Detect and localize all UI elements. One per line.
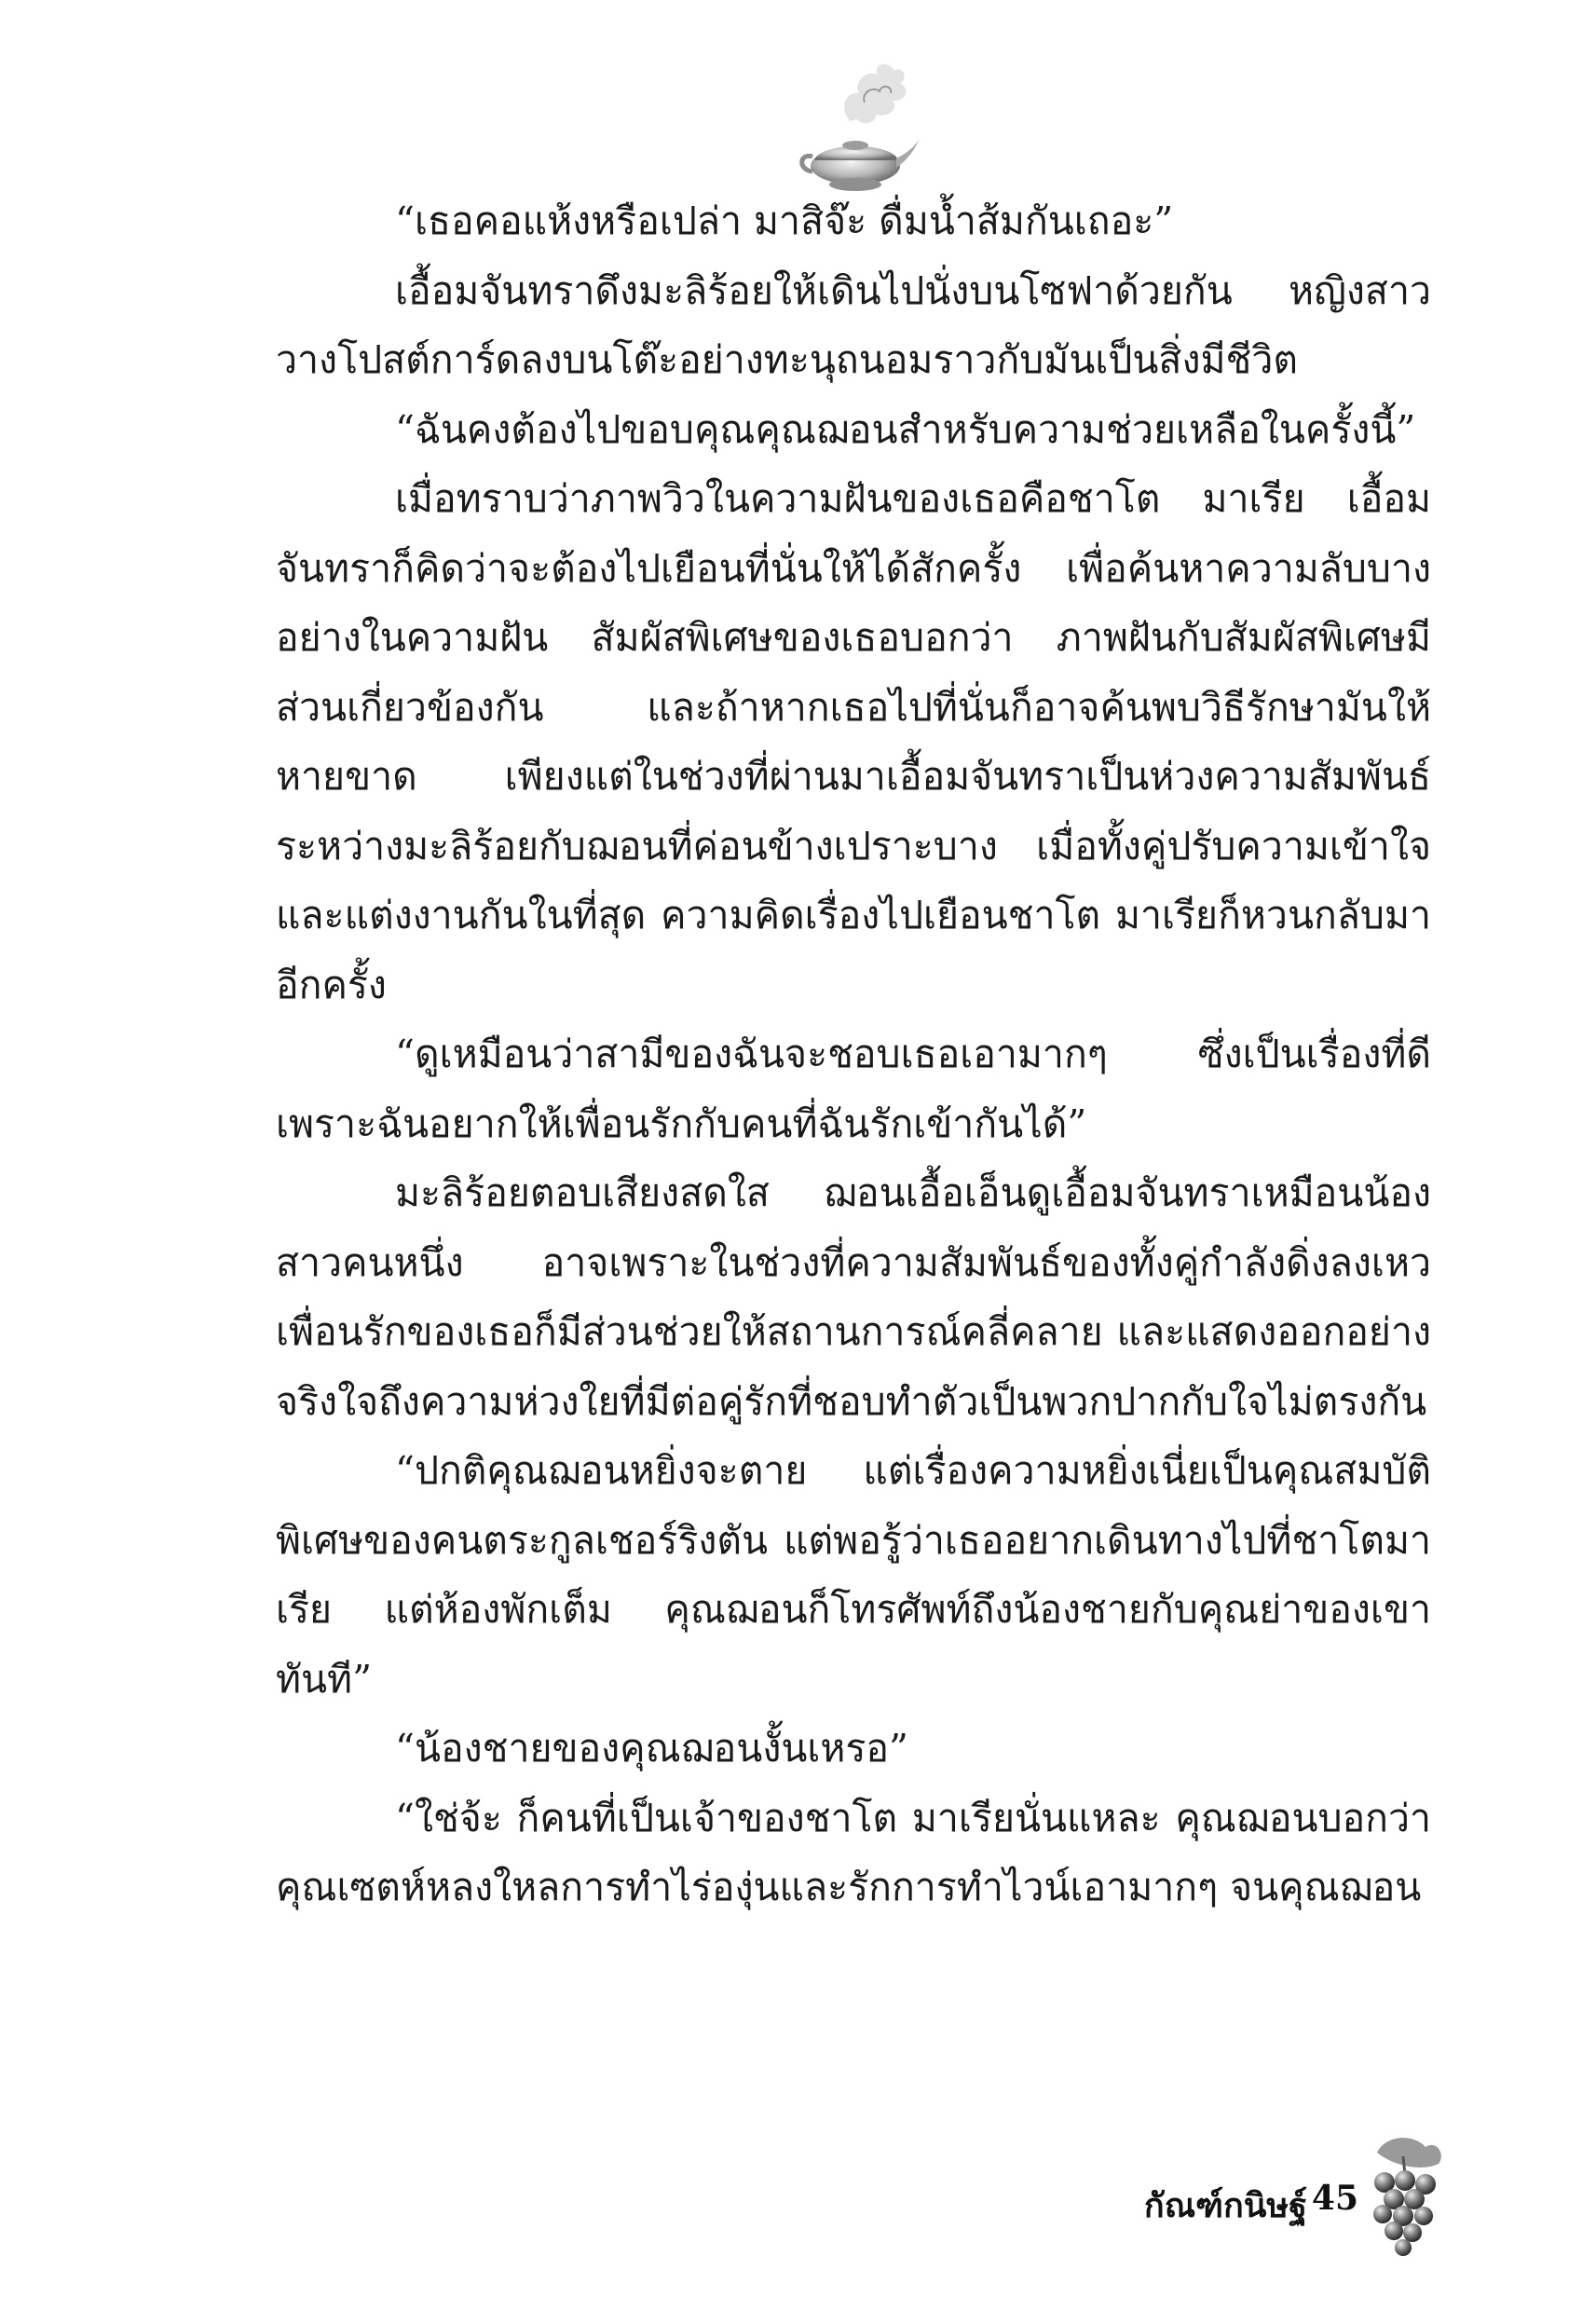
paragraph: “ใช่จ้ะ ก็คนที่เป็นเจ้าของชาโต มาเรียนั่นแหละ คุณฌอนบอกว่าคุณเซตห์หลงใหลการทำไร่องุ่นและรักการทำไวน์เอามากๆ จนคุณฌอน	[276, 1795, 1431, 1909]
page-number: 45	[1311, 2179, 1358, 2218]
grapes-icon	[1358, 2134, 1447, 2264]
page-footer	[962, 2134, 1447, 2264]
genie-lamp-icon	[792, 56, 922, 196]
paragraph: “ปกติคุณฌอนหยิ่งจะตาย แต่เรื่องความหยิ่งเนี่ยเป็นคุณสมบัติพิเศษของคนตระกูลเชอร์ริงตัน แต่พอรู้ว่าเธออยากเดินทางไปที่ชาโตมาเรีย แต่ห้องพักเต็ม คุณฌอนก็โทรศัพท์ถึงน้องชายกับคุณย่าของเขาทันที”	[276, 1448, 1431, 1702]
book-title: กัณฑ์กนิษฐ์	[1143, 2187, 1307, 2225]
paragraph: “ดูเหมือนว่าสามีของฉันจะชอบเธอเอามากๆ ซึ่งเป็นเรื่องที่ดีเพราะฉันอยากให้เพื่อนรักกับคนที่ฉันรักเข้ากันได้”	[276, 1032, 1431, 1146]
paragraph: “ฉันคงต้องไปขอบคุณคุณฌอนสำหรับความช่วยเหลือในครั้งนี้”	[395, 406, 1416, 452]
text-body	[276, 186, 1431, 1922]
paragraph: เมื่อทราบว่าภาพวิวในความฝันของเธอคือชาโต มาเรีย เอื้อมจันทราก็คิดว่าจะต้องไปเยือนที่นั่นให้ได้สักครั้ง เพื่อค้นหาความลับบางอย่างในความฝัน สัมผัสพิเศษของเธอบอกว่า ภาพฝันกับสัมผัสพิเศษมีส่วนเกี่ยวข้องกัน และถ้าหากเธอไปที่นั่นก็อาจค้นพบวิธีรักษามันให้หายขาด เพียงแต่ในช่วงที่ผ่านมาเอื้อมจันทราเป็นห่วงความสัมพันธ์ระหว่างมะลิร้อยกับฌอนที่ค่อนข้างเปราะบาง เมื่อทั้งคู่ปรับความเข้าใจและแต่งงานกันในที่สุด ความคิดเรื่องไปเยือนชาโต มาเรียก็หวนกลับมาอีกครั้ง	[276, 476, 1431, 1007]
paragraph: มะลิร้อยตอบเสียงสดใส ฌอนเอื้อเอ็นดูเอื้อมจันทราเหมือนน้องสาวคนหนึ่ง อาจเพราะในช่วงที่ความสัมพันธ์ของทั้งคู่กำลังดิ่งลงเหวเพื่อนรักของเธอก็มีส่วนช่วยให้สถานการณ์คลี่คลาย และแสดงออกอย่างจริงใจถึงความห่วงใยที่มีต่อคู่รักที่ชอบทำตัวเป็นพวกปากกับใจไม่ตรงกัน	[276, 1170, 1431, 1424]
paragraph: “เธอคอแห้งหรือเปล่า มาสิจ๊ะ ดื่มน้ำส้มกันเถอะ”	[395, 198, 1174, 243]
paragraph: เอื้อมจันทราดึงมะลิร้อยให้เดินไปนั่งบนโซฟาด้วยกัน หญิงสาววางโปสต์การ์ดลงบนโต๊ะอย่างทะนุถนอมราวกับมันเป็นสิ่งมีชีวิต	[276, 267, 1431, 382]
paragraph: “น้องชายของคุณฌอนงั้นเหรอ”	[395, 1726, 909, 1771]
